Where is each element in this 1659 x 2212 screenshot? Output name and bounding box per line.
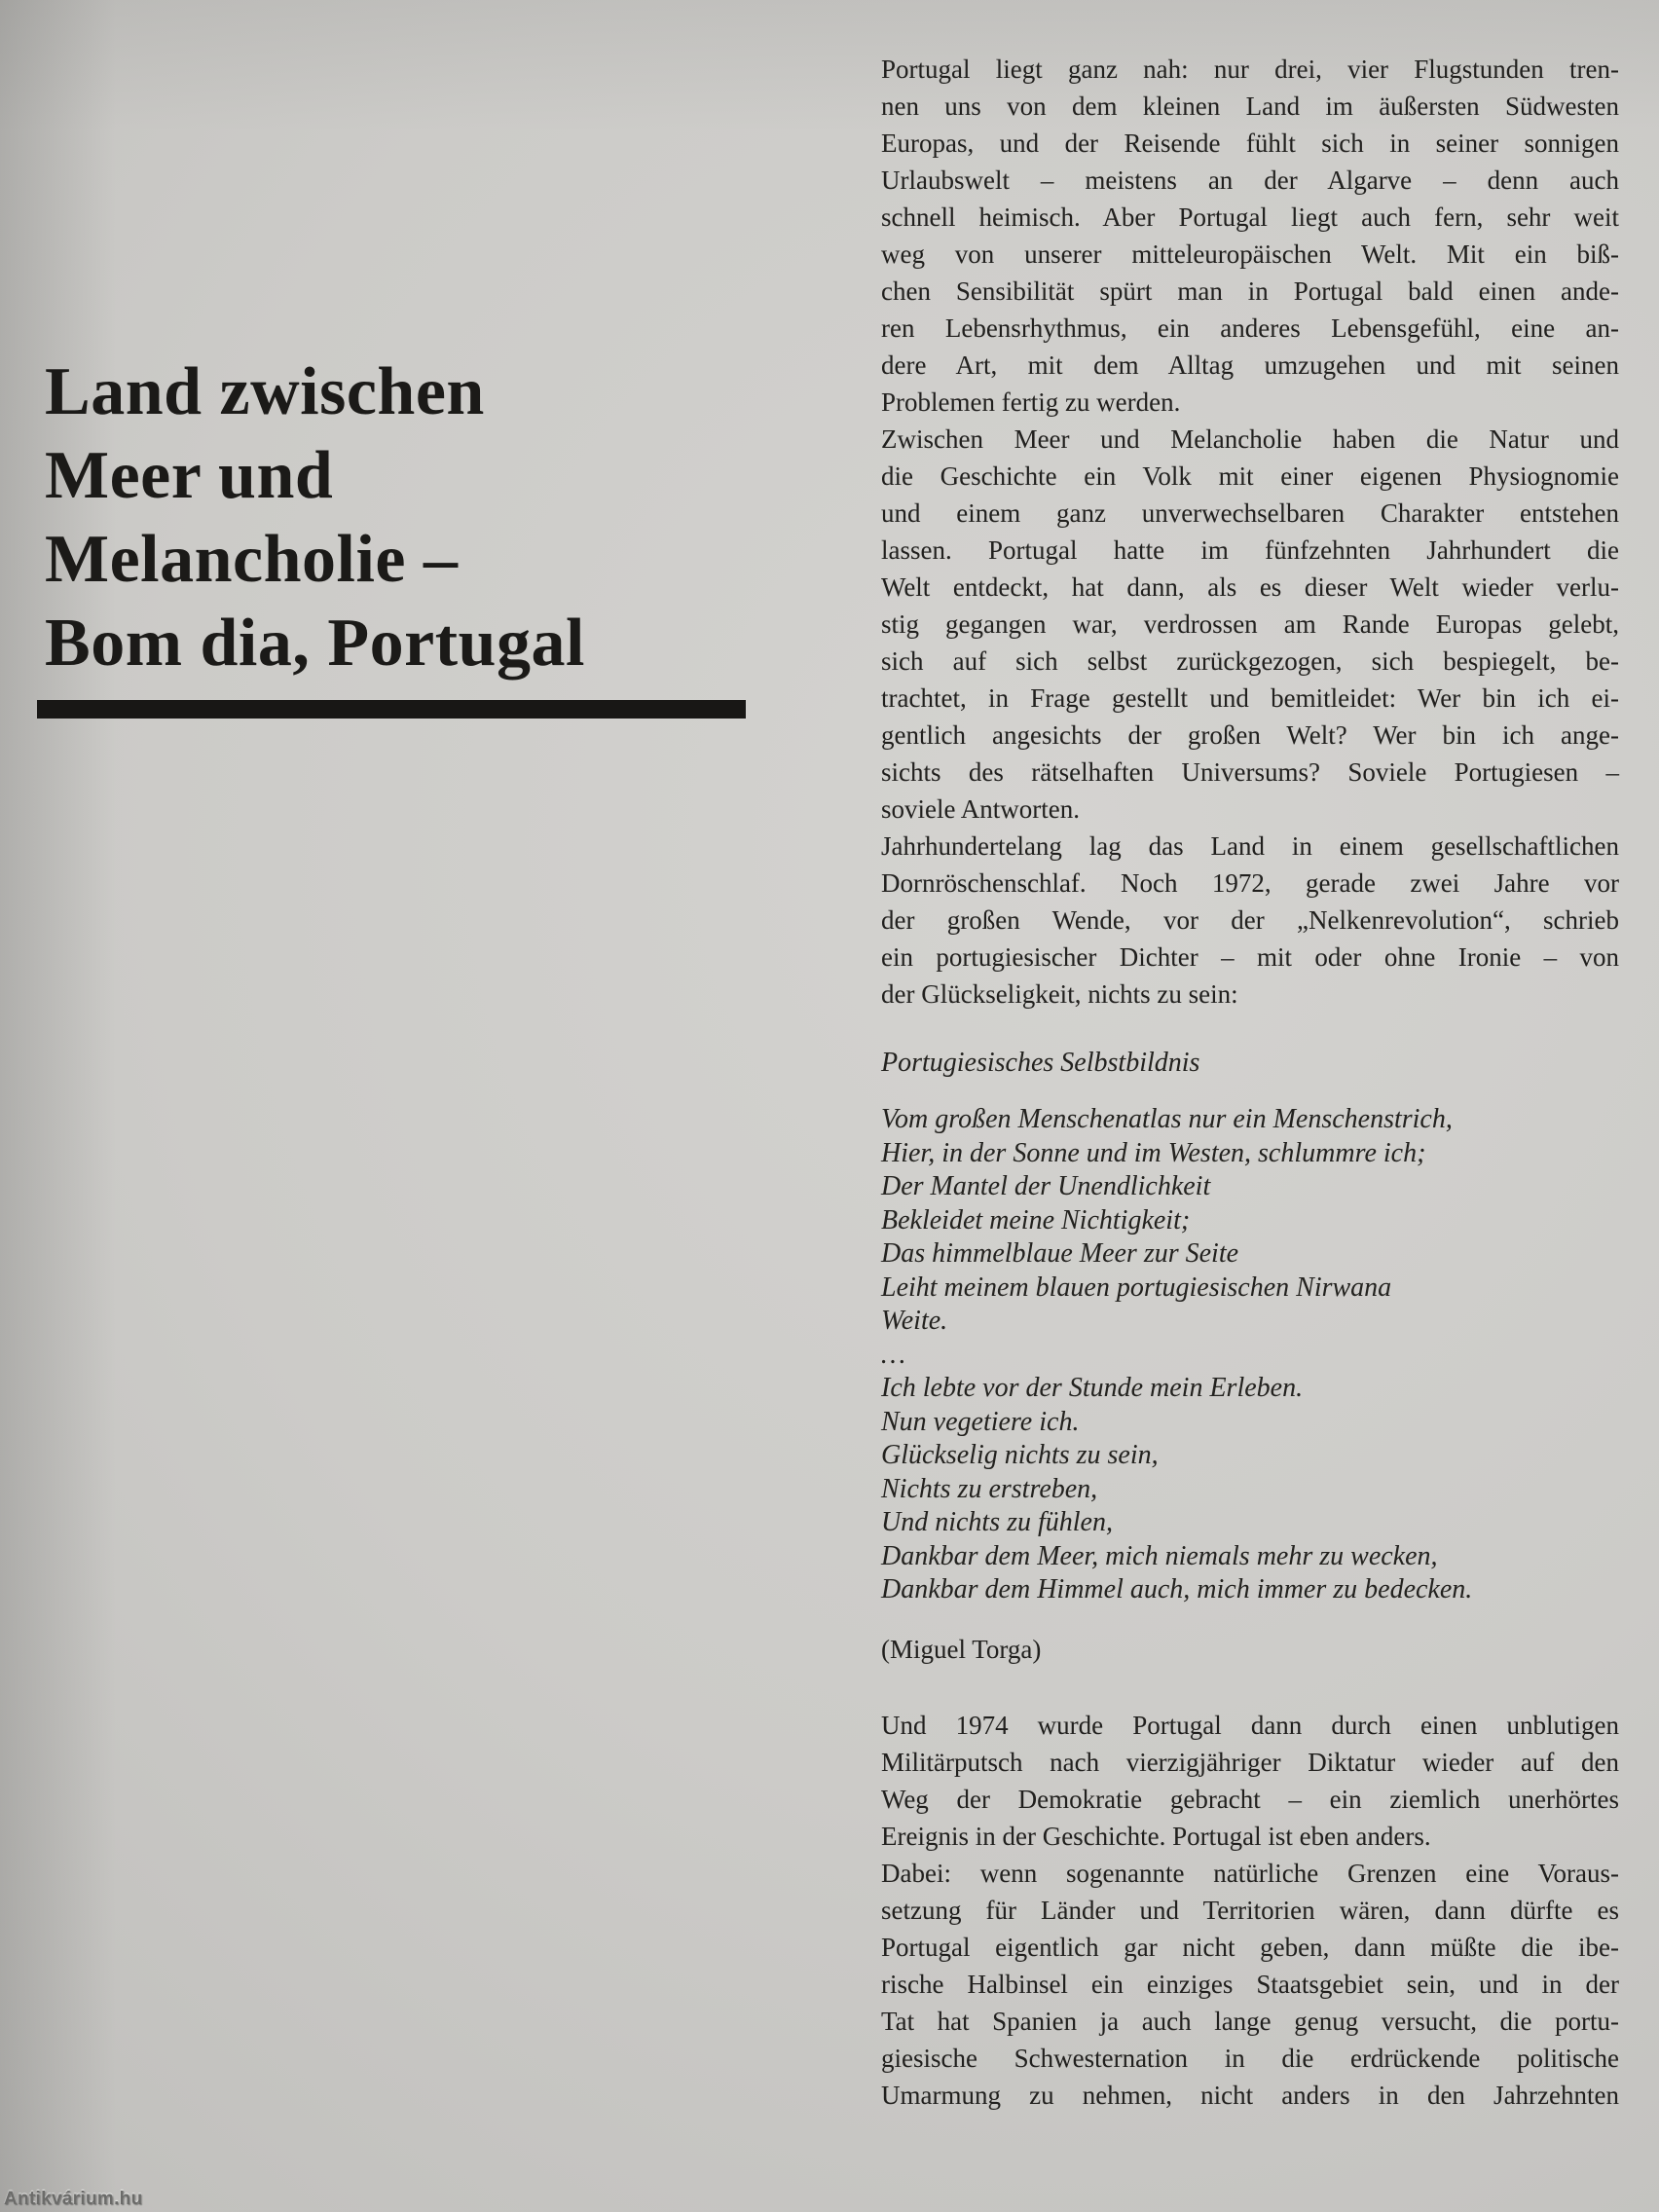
text-line: die Geschichte ein Volk mit einer eigenen Physiognomie [881, 461, 1619, 491]
text-line: Der Mantel der Unendlichkeit [881, 1171, 1211, 1201]
text-line: ren Lebensrhythmus, ein anderes Lebensgefühl, eine an- [881, 313, 1619, 343]
text-line: setzung für Länder und Territorien wären, dann dürfte es [881, 1895, 1619, 1925]
text-line: Vom großen Menschenatlas nur ein Menschenstrich, [881, 1104, 1453, 1134]
text-line: Ich lebte vor der Stunde mein Erleben. [881, 1373, 1304, 1403]
text-line: Leiht meinem blauen portugiesischen Nirwana [881, 1272, 1392, 1303]
text-line: Umarmung zu nehmen, nicht anders in den Jahrzehnten [881, 2080, 1619, 2110]
text-line: … [881, 1339, 905, 1370]
text-line: weg von unserer mitteleuropäischen Welt. Mit ein biß- [881, 240, 1619, 269]
text-line: Urlaubswelt – meistens an der Algarve – denn auch [881, 166, 1619, 195]
text-line: ein portugiesischer Dichter – mit oder ohne Ironie – von [881, 942, 1619, 972]
text-line: dere Art, mit dem Alltag umzugehen und mit seinen [881, 350, 1619, 380]
text-line: Land zwischen [45, 354, 485, 429]
text-line: Dabei: wenn sogenannte natürliche Grenzen eine Voraus- [881, 1858, 1619, 1888]
text-line: Bom dia, Portugal [45, 606, 585, 681]
text-line: Ereignis in der Geschichte. Portugal ist eben anders. [881, 1821, 1431, 1851]
text-line: Europas, und der Reisende fühlt sich in seiner sonnigen [881, 129, 1619, 158]
text-line: der großen Wende, vor der „Nelkenrevolution“, schrieb [881, 905, 1619, 935]
text-line: Weg der Demokratie gebracht – ein ziemlich unerhörtes [881, 1784, 1619, 1814]
text-line: chen Sensibilität spürt man in Portugal bald einen ande- [881, 276, 1619, 306]
text-line: Jahrhundertelang lag das Land in einem gesellschaftlichen [881, 831, 1619, 861]
text-line: Problemen fertig zu werden. [881, 387, 1181, 417]
text-line: Zwischen Meer und Melancholie haben die Natur und [881, 424, 1619, 454]
text-line: Nichts zu erstreben, [881, 1473, 1098, 1504]
body-paragraph [881, 1855, 1619, 2114]
text-line: nen uns von dem kleinen Land im äußersten Südwesten [881, 92, 1619, 121]
text-line: Portugal eigentlich gar nicht geben, dann müßte die ibe- [881, 1932, 1619, 1962]
text-line: und einem ganz unverwechselbaren Charakter entstehen [881, 498, 1619, 528]
text-line: stig gegangen war, verdrossen am Rande Europas gelebt, [881, 609, 1619, 639]
watermark: Antikvárium.hu [4, 2189, 143, 2209]
text-line: trachtet, in Frage gestellt und bemitleidet: Wer bin ich ei- [881, 683, 1619, 713]
text-line: der Glückseligkeit, nichts zu sein: [881, 979, 1238, 1009]
text-line: soviele Antworten. [881, 794, 1080, 824]
text-line: Welt entdeckt, hat dann, als es dieser Welt wieder verlu- [881, 572, 1619, 602]
text-line: Militärputsch nach vierzigjähriger Diktatur wieder auf den [881, 1747, 1619, 1777]
poem-title: Portugiesisches Selbstbildnis [881, 1048, 1200, 1078]
text-line: Nun vegetiere ich. [881, 1406, 1080, 1437]
text-line: giesische Schwesternation in die erdrückende politische [881, 2043, 1619, 2073]
text-line: Glückselig nichts zu sein, [881, 1440, 1159, 1470]
body-paragraph [881, 828, 1619, 1013]
heading-rule [37, 700, 746, 719]
text-line: Melancholie – [45, 522, 459, 597]
text-line: sich auf sich selbst zurückgezogen, sich bespiegelt, be- [881, 646, 1619, 676]
text-line: Und nichts zu fühlen, [881, 1507, 1113, 1537]
text-line: Dankbar dem Meer, mich niemals mehr zu wecken, [881, 1540, 1438, 1571]
text-line: Bekleidet meine Nichtigkeit; [881, 1204, 1191, 1235]
text-line: sichts des rätselhaften Universums? Soviele Portugiesen – [881, 757, 1619, 787]
chapter-title [45, 350, 765, 685]
text-line: Weite. [881, 1306, 948, 1336]
text-line: Und 1974 wurde Portugal dann durch einen unblutigen [881, 1710, 1619, 1740]
body-paragraph [881, 421, 1619, 828]
text-line: Das himmelblaue Meer zur Seite [881, 1238, 1239, 1269]
text-line: Portugal liegt ganz nah: nur drei, vier Flugstunden tren- [881, 55, 1619, 84]
text-line: Dornröschenschlaf. Noch 1972, gerade zwei Jahre vor [881, 868, 1619, 898]
text-line: Tat hat Spanien ja auch lange genug versucht, die portu- [881, 2006, 1619, 2036]
text-column [881, 51, 1619, 2114]
text-line: Dankbar dem Himmel auch, mich immer zu bedecken. [881, 1574, 1473, 1604]
body-paragraph [881, 51, 1619, 421]
body-paragraph [881, 1707, 1619, 1855]
text-line: lassen. Portugal hatte im fünfzehnten Jahrhundert die [881, 535, 1619, 565]
poem [881, 1103, 1619, 1607]
text-line: Hier, in der Sonne und im Westen, schlummre ich; [881, 1137, 1426, 1168]
text-line: rische Halbinsel ein einziges Staatsgebiet sein, und in der [881, 1969, 1619, 1999]
text-line: gentlich angesichts der großen Welt? Wer bin ich ange- [881, 720, 1619, 750]
text-line: Meer und [45, 438, 334, 513]
poem-attribution: (Miguel Torga) [881, 1634, 1042, 1664]
text-line: schnell heimisch. Aber Portugal liegt auch fern, sehr weit [881, 203, 1619, 232]
